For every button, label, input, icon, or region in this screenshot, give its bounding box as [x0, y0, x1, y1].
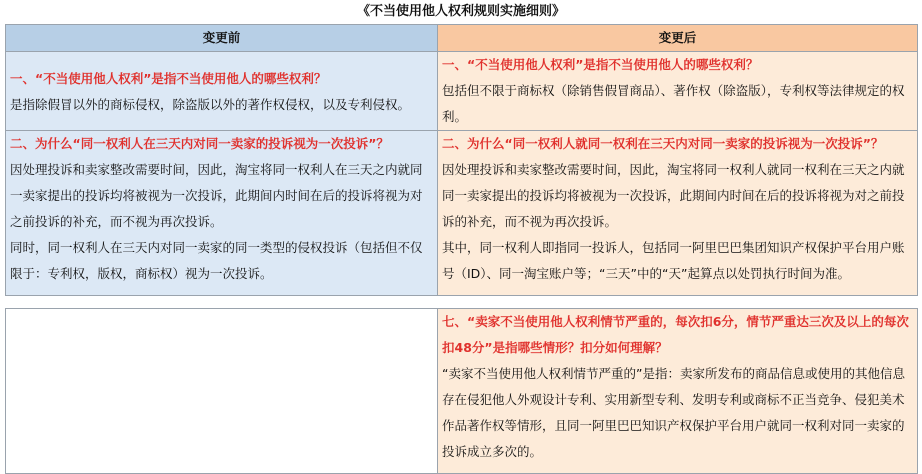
before-heading-2: 二、为什么“同一权利人在三天内对同一卖家的投诉视为一次投诉”？ [10, 136, 389, 151]
section-row-7 [6, 309, 918, 474]
after-heading-1: 一、“不当使用他人权利”是指不当使用他人的哪些权利？ [442, 57, 759, 72]
section-row-2 [6, 131, 918, 296]
after-cell-2 [438, 131, 918, 296]
comparison-table-continued [5, 308, 918, 474]
after-paragraph: “卖家不当使用他人权利情节严重的”是指：卖家所发布的商品信息或使用的其他信息存在侵犯他人外观设计专利、实用新型专利、发明专利或商标不正当竞争、侵犯美术作品著作权等情形，且同一阿里巴巴知识产权保护平台用户就同一权利对同一卖家的投诉成立多次的。 [442, 366, 905, 459]
after-paragraph: 包括但不限于商标权（除销售假冒商品）、著作权（除盗版），专利权等法律规定的权利。 [442, 83, 905, 124]
before-heading-1: 一、“不当使用他人权利”是指不当使用他人的哪些权利？ [10, 71, 327, 86]
section-row-1 [6, 52, 918, 131]
document-title: 《不当使用他人权利规则实施细则》 [356, 4, 565, 19]
column-header-after: 变更后 [438, 25, 918, 52]
after-cell-7 [438, 309, 918, 474]
before-cell-2 [6, 131, 438, 296]
after-heading-7: 七、“卖家不当使用他人权利情节严重的，每次扣6分，情节严重达三次及以上的每次扣48分”是指哪些情形？扣分如何理解？ [442, 314, 909, 355]
before-cell-empty [6, 309, 438, 474]
after-heading-2: 二、为什么“同一权利人就同一权利在三天内对同一卖家的投诉视为一次投诉”？ [442, 136, 884, 151]
before-cell-1 [6, 52, 438, 131]
header-row [6, 25, 918, 52]
before-paragraph: 因处理投诉和卖家整改需要时间，因此，淘宝将同一权利人在三天之内就同一卖家提出的投诉均将被视为一次投诉，此期间内时间在后的投诉将视为对之前投诉的补充，而不视为再次投诉。 [10, 162, 423, 229]
table-gap [0, 298, 922, 308]
after-cell-1 [438, 52, 918, 131]
before-paragraph: 同时，同一权利人在三天内对同一卖家的同一类型的侵权投诉（包括但不仅限于：专利权，版权，商标权）视为一次投诉。 [10, 240, 423, 281]
before-paragraph: 是指除假冒以外的商标侵权，除盗版以外的著作权侵权，以及专利侵权。 [10, 97, 411, 112]
after-paragraph: 其中，同一权利人即指同一投诉人，包括同一阿里巴巴集团知识产权保护平台用户账号（ID）、同一淘宝账户等；“三天”中的“天”起算点以处罚执行时间为准。 [442, 240, 905, 281]
after-paragraph: 因处理投诉和卖家整改需要时间，因此，淘宝将同一权利人就同一权利在三天之内就同一卖家提出的投诉均将被视为一次投诉，此期间内时间在后的投诉将视为对之前投诉的补充，而不视为再次投诉。 [442, 162, 905, 229]
column-header-before: 变更前 [6, 25, 438, 52]
comparison-table [5, 24, 918, 296]
